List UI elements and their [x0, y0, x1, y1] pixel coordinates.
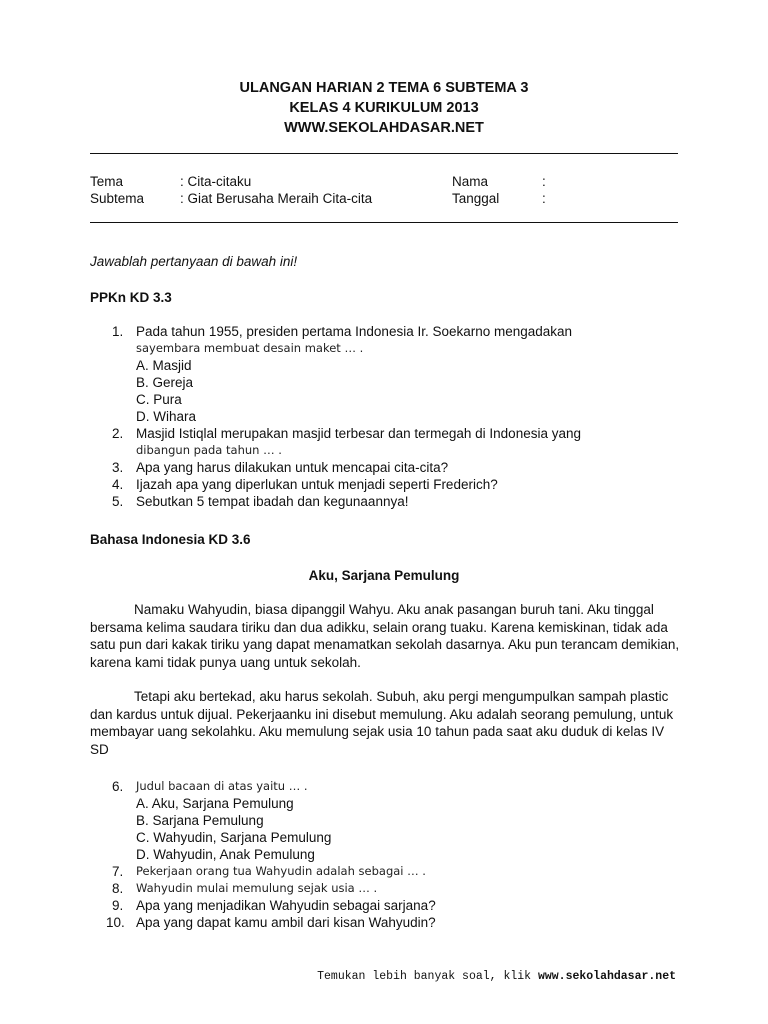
question-4 — [90, 476, 680, 493]
question-7 — [90, 863, 680, 880]
document-header — [0, 78, 768, 138]
question-continuation: sayembara membuat desain maket … . — [136, 341, 364, 355]
story-paragraph-2: Tetapi aku bertekad, aku harus sekolah. Subuh, aku pergi mengumpulkan sampah plastic dan kardus untuk dijual. Pekerjaanku ini disebut memulung. Aku adalah seorang pemulung, untuk membayar uang sekolahku. Aku memulung sejak usia 10 tahun pada saat aku duduk di kelas IV SD — [90, 689, 674, 757]
answer-option: A. Masjid — [136, 358, 192, 373]
question-8 — [90, 880, 680, 897]
ppkn-question-list — [90, 323, 680, 510]
answer-option: A. Aku, Sarjana Pemulung — [136, 796, 294, 811]
question-text: Judul bacaan di atas yaitu … . — [136, 779, 308, 793]
question-text: Apa yang dapat kamu ambil dari kisan Wahyudin? — [136, 915, 436, 930]
info-divider — [90, 222, 678, 223]
question-6 — [90, 778, 680, 795]
answer-option: B. Sarjana Pemulung — [136, 813, 264, 828]
footer-text: Temukan lebih banyak soal, klik — [317, 970, 538, 983]
question-text: Pada tahun 1955, presiden pertama Indonesia Ir. Soekarno mengadakan — [136, 324, 573, 339]
nama-colon: : — [542, 174, 546, 189]
question-number: 7. — [112, 864, 124, 879]
subtema-value: : Giat Berusaha Meraih Cita-cita — [180, 191, 373, 206]
question-number: 9. — [112, 898, 124, 913]
story-paragraph-1: Namaku Wahyudin, biasa dipanggil Wahyu. Aku anak pasangan buruh tani. Aku tinggal bersama kelima saudara tiriku dan dua adikku, selain orang tuaku. Karena kemiskinan, tidak ada satu pun dari kakak tiriku yang dapat menamatkan sekolah dasarnya. Aku pun terancam demikian, karena kami tidak punya uang untuk sekolah. — [90, 602, 680, 670]
question-2 — [90, 425, 680, 459]
bahasa-question-list — [90, 778, 680, 931]
question-number: 4. — [112, 477, 124, 492]
header-class: KELAS 4 KURIKULUM 2013 — [289, 100, 479, 116]
question-text: Masjid Istiqlal merupakan masjid terbesar dan termegah di Indonesia yang — [136, 426, 581, 441]
top-divider — [90, 153, 678, 154]
footer-link[interactable]: www.sekolahdasar.net — [537, 970, 676, 983]
question-number: 1. — [112, 324, 124, 339]
question-number: 6. — [112, 779, 124, 794]
header-website: WWW.SEKOLAHDASAR.NET — [284, 120, 484, 136]
story-title: Aku, Sarjana Pemulung — [308, 568, 460, 583]
question-5 — [90, 493, 680, 510]
question-1 — [90, 323, 680, 357]
question-10 — [90, 914, 680, 931]
section-bahasa-title: Bahasa Indonesia KD 3.6 — [90, 532, 251, 547]
question-text: Sebutkan 5 tempat ibadah dan kegunaannya! — [136, 494, 409, 509]
question-9 — [90, 897, 680, 914]
tema-label: Tema — [90, 174, 124, 189]
question-text: Ijazah apa yang diperlukan untuk menjadi seperti Frederich? — [136, 477, 498, 492]
instruction-text: Jawablah pertanyaan di bawah ini! — [90, 254, 298, 269]
question-number: 5. — [112, 494, 124, 509]
question-number: 8. — [112, 881, 124, 896]
question-number: 3. — [112, 460, 124, 475]
answer-option: B. Gereja — [136, 375, 194, 390]
nama-label: Nama — [452, 174, 489, 189]
tanggal-colon: : — [542, 191, 546, 206]
answer-option: C. Wahyudin, Sarjana Pemulung — [136, 830, 332, 845]
question-number: 2. — [112, 426, 124, 441]
footer-note — [317, 970, 676, 983]
question-text: Wahyudin mulai memulung sejak usia … . — [136, 881, 378, 895]
answer-option: D. Wahyudin, Anak Pemulung — [136, 847, 315, 862]
question-text: Apa yang harus dilakukan untuk mencapai cita-cita? — [136, 460, 449, 475]
question-text: Pekerjaan orang tua Wahyudin adalah sebagai … . — [136, 864, 426, 878]
subtema-label: Subtema — [90, 191, 145, 206]
tema-value: : Cita-citaku — [180, 174, 252, 189]
question-text: Apa yang menjadikan Wahyudin sebagai sarjana? — [136, 898, 436, 913]
tanggal-label: Tanggal — [452, 191, 500, 206]
question-number: 10. — [106, 915, 125, 930]
section-ppkn-title: PPKn KD 3.3 — [90, 290, 172, 305]
answer-option: D. Wihara — [136, 409, 197, 424]
question-3 — [90, 459, 680, 476]
answer-option: C. Pura — [136, 392, 182, 407]
header-title: ULANGAN HARIAN 2 TEMA 6 SUBTEMA 3 — [239, 80, 529, 96]
question-continuation: dibangun pada tahun … . — [136, 443, 282, 457]
